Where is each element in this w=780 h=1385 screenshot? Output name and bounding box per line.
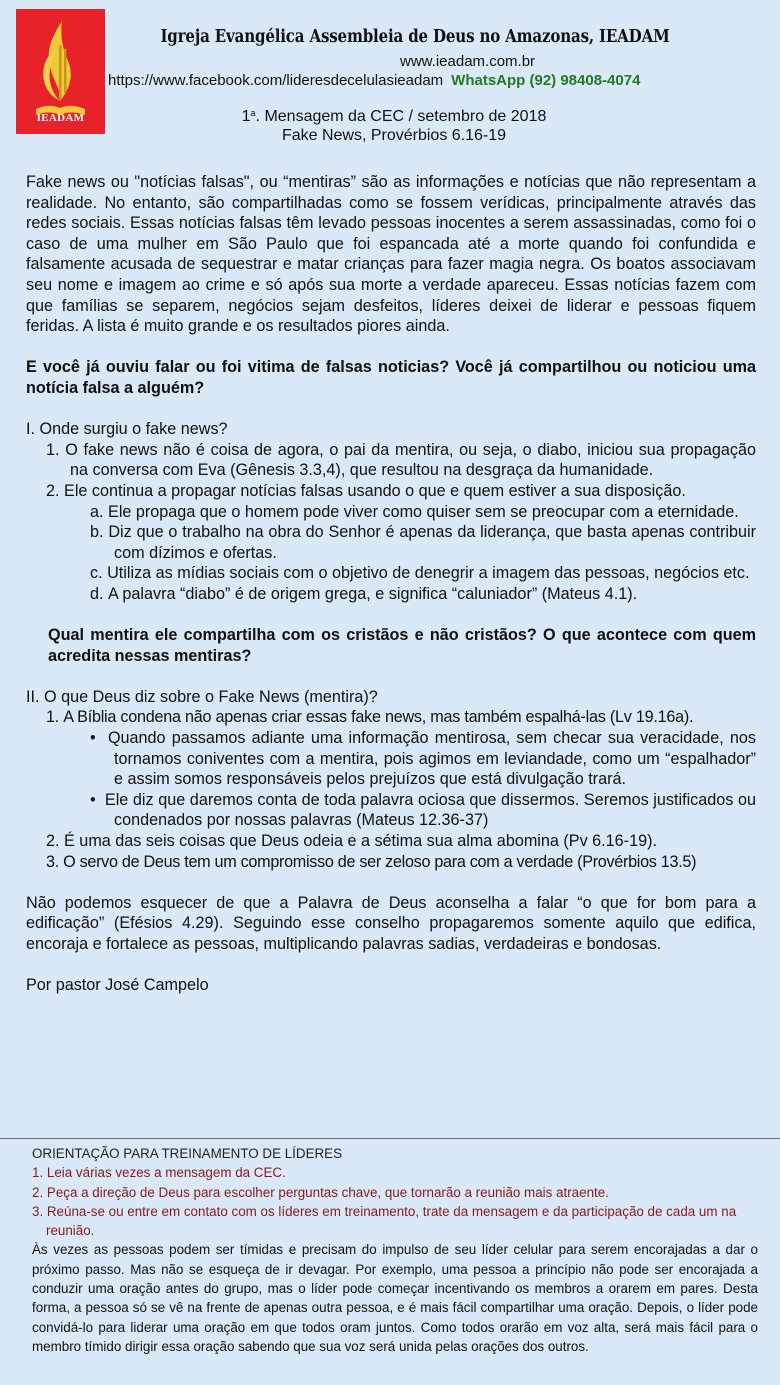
list-marker: c. <box>90 564 103 583</box>
training-item: 3. Reúna-se ou entre em contato com os líderes em treinamento, trate da mensagem e da participação de cada um na reunião. <box>32 1203 737 1239</box>
list-text: Quando passamos adiante uma informação mentirosa, sem checar sua veracidade, nos tornamos coniventes com a mentira, pois agimos em leviandade, como um “espalhador” e assim somos responsáveis pelos prejuízos que está divulgação trará. <box>107 729 756 789</box>
discussion-question-2: Qual mentira ele compartilha com os cristãos e não cristãos? O que acontece com quem acredita nessas mentiras? <box>48 626 756 665</box>
author-signature: Por pastor José Campelo <box>26 976 209 995</box>
message-body <box>26 172 756 996</box>
leader-training-section <box>32 1144 758 1356</box>
list-marker: b. <box>90 523 104 542</box>
list-marker: 2. <box>46 832 60 850</box>
sub-list-item <box>26 563 756 584</box>
section-2-title: II. O que Deus diz sobre o Fake News (mentira)? <box>26 687 378 706</box>
list-marker: 2. <box>46 481 60 500</box>
bullet-icon: • <box>90 729 96 748</box>
message-subtitle: Fake News, Provérbios 6.16-19 <box>281 127 507 144</box>
list-item <box>26 440 756 481</box>
whatsapp-contact: WhatsApp (92) 98408-4074 <box>451 72 641 89</box>
list-item <box>26 831 756 852</box>
list-item <box>26 481 756 502</box>
training-paragraph: Às vezes as pessoas podem ser tímidas e precisam do impulso de seu líder celular para serem encorajadas a dar o próximo passo. Mas não se esqueça de ir devagar. Por exemplo, uma pessoa a princípio não pode ser encorajada a conduzir uma oração antes do grupo, mas o líder pode começar incentivando os membros a orarem em pares. Desta forma, a pessoa só se vê na frente de apenas outra pessoa, e é mais fácil compartilhar uma oração. Depois, o líder pode convidá-lo para liderar uma oração em que todos oram juntos. Como todos orarão em voz alta, será mais fácil para o membro tímido dirigir essa oração sabendo que sua voz será unida pelas orações dos outros. <box>32 1242 758 1354</box>
list-text: Utiliza as mídias sociais com o objetivo de denegrir a imagem das pessoas, negócios etc. <box>107 564 750 583</box>
section-1-title: I. Onde surgiu o fake news? <box>26 420 228 439</box>
list-marker: a. <box>90 502 104 521</box>
bullet-item <box>26 728 756 790</box>
list-marker: 1. <box>46 708 60 727</box>
discussion-question-1: E você já ouviu falar ou foi vitima de falsas noticias? Você já compartilhou ou noticiou uma notícia falsa a alguém? <box>26 358 756 397</box>
church-title: Igreja Evangélica Assembleia de Deus no Amazonas, IEADAM <box>160 27 670 47</box>
message-date: . Mensagem da CEC / setembro de 2018 <box>255 108 547 125</box>
bullet-item <box>26 790 756 831</box>
section-divider <box>0 1138 780 1139</box>
list-text: Diz que o trabalho na obra do Senhor é apenas da liderança, que basta apenas contribuir com dízimos e ofertas. <box>108 523 756 562</box>
sub-list-item <box>26 502 756 523</box>
list-text: A Bíblia condena não apenas criar essas fake news, mas também espalhá-las (Lv 19.16a). <box>63 708 694 727</box>
bullet-icon: • <box>90 790 96 809</box>
list-text: Ele propaga que o homem pode viver como quiser sem se preocupar com a eternidade. <box>108 502 739 521</box>
ordinal-superscript: a <box>250 108 256 118</box>
message-heading <box>0 108 780 126</box>
list-text: O servo de Deus tem um compromisso de ser zeloso para com a verdade (Provérbios 13.5) <box>63 852 697 871</box>
list-marker: 3. <box>46 852 59 871</box>
training-item: 2. Peça a direção de Deus para escolher perguntas chave, que tornarão a reunião mais atraente. <box>32 1184 609 1200</box>
list-text: O fake news não é coisa de agora, o pai da mentira, ou seja, o diabo, iniciou sua propagação na conversa com Eva (Gênesis 3.3,4), que resultou na desgraça da humanidade. <box>65 440 756 480</box>
training-title: ORIENTAÇÃO PARA TREINAMENTO DE LÍDERES <box>32 1146 343 1161</box>
list-marker: d. <box>90 584 104 603</box>
list-text: É uma das seis coisas que Deus odeia e a sétima sua alma abomina (Pv 6.16-19). <box>64 832 657 850</box>
contact-line <box>108 72 640 89</box>
sub-list-item <box>26 522 756 563</box>
conclusion-paragraph: Não podemos esquecer de que a Palavra de Deus aconselha a falar “o que for bom para a edificação” (Efésios 4.29). Seguindo esse conselho propagaremos somente aquilo que edifica, encoraja e fortalece as pessoas, multiplicando palavras sadias, verdadeiras e bondosas. <box>26 893 756 953</box>
list-text: Ele diz que daremos conta de toda palavra ociosa que dissermos. Seremos justificados ou condenados por nossas palavras (Mateus 12.36-37) <box>104 790 756 830</box>
list-marker: 1. <box>46 440 60 459</box>
intro-paragraph: Fake news ou "notícias falsas", ou “mentiras” são as informações e notícias que não representam a realidade. No entanto, são compartilhadas como se fossem verídicas, principalmente através das redes sociais. Essas notícias falsas têm levado pessoas inocentes a serem assassinadas, como foi o caso de uma mulher em São Paulo que foi espancada até a morte quando foi confundida e falsamente acusada de sequestrar e matar crianças para fazer magia negra. Os boatos associavam seu nome e imagem ao crime e só após sua morte a verdade apareceu. Essas notícias fazem com que famílias se separem, negócios sejam desfeitos, líderes deixei de liderar e pessoas fiquem feridas. A lista é muito grande e os resultados piores ainda. <box>26 173 756 336</box>
website-link[interactable]: www.ieadam.com.br <box>400 53 536 70</box>
list-text: A palavra “diabo” é de origem grega, e significa “caluniador” (Mateus 4.1). <box>108 584 638 603</box>
list-item <box>26 852 756 873</box>
list-text: Ele continua a propagar notícias falsas usando o que e quem estiver a sua disposição. <box>64 481 686 500</box>
training-item: 1. Leia várias vezes a mensagem da CEC. <box>32 1165 286 1181</box>
facebook-link[interactable]: https://www.facebook.com/lideresdecelulasieadam <box>108 72 444 89</box>
logo-text: IEADAM <box>36 112 85 124</box>
message-number: 1 <box>241 108 251 125</box>
sub-list-item <box>26 584 756 605</box>
list-item <box>26 707 756 728</box>
